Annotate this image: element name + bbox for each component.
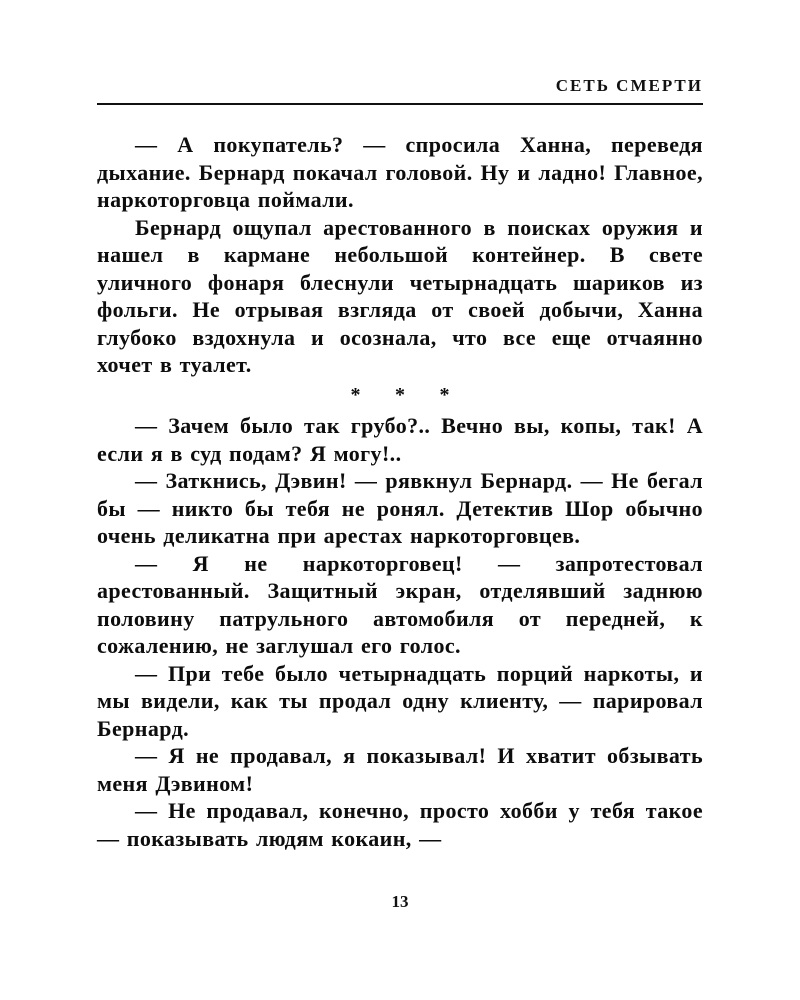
paragraph: Бернард ощупал арестованного в поисках оружия и нашел в кармане небольшой контейнер. В свете уличного фонаря блеснули четырнадцать шариков из фольги. Не отрывая взгляда от своей добычи, Ханна глубоко вздохнула и осознала, что все еще отчаянно хочет в туалет. bbox=[97, 214, 703, 377]
page-footer bbox=[0, 892, 800, 912]
page-number: 13 bbox=[391, 892, 409, 911]
paragraph: — А покупатель? — спросила Ханна, переведя дыхание. Бернард покачал головой. Ну и ладно! Главное, наркоторговца поймали. bbox=[97, 132, 703, 212]
paragraph: — Не продавал, конечно, просто хобби у тебя такое — показывать людям кокаин, — bbox=[97, 798, 703, 851]
paragraph: — Я не продавал, я показывал! И хватит обзывать меня Дэвином! bbox=[97, 743, 703, 796]
running-title: СЕТЬ СМЕРТИ bbox=[555, 76, 703, 95]
header-rule bbox=[97, 103, 703, 105]
paragraph: — Я не наркоторговец! — запротестовал арестованный. Защитный экран, отделявший заднюю половину патрульного автомобиля от передней, к сожалению, не заглушал его голос. bbox=[97, 550, 703, 658]
page-header bbox=[97, 76, 703, 105]
text-block bbox=[97, 131, 703, 852]
paragraph: — Заткнись, Дэвин! — рявкнул Бернард. — Не бегал бы — никто бы тебя не ронял. Детектив Шор обычно очень деликатна при арестах наркоторговцев. bbox=[97, 468, 703, 548]
section-separator: * * * bbox=[350, 383, 464, 406]
paragraph: — Зачем было так грубо?.. Вечно вы, копы, так! А если я в суд подам? Я могу!.. bbox=[97, 413, 703, 466]
paragraph: — При тебе было четырнадцать порций наркоты, и мы видели, как ты продал одну клиенту, — парировал Бернард. bbox=[97, 660, 703, 741]
